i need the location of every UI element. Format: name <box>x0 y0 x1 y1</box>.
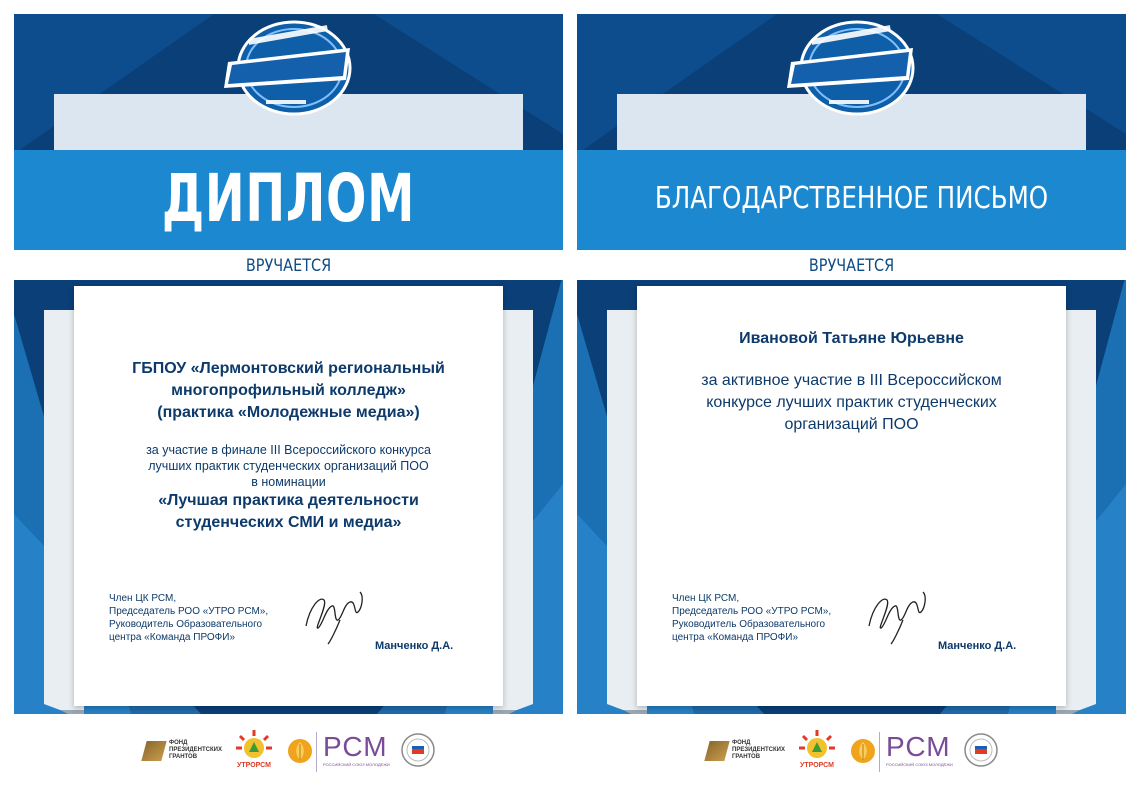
rsm-logo <box>879 732 976 772</box>
certificate-body <box>657 328 1046 436</box>
komanda-profi-logo-icon <box>218 18 359 118</box>
recipient-line: (практика «Молодежные медиа») <box>157 404 420 421</box>
recipient-line: Ивановой Татьяне Юрьевне <box>739 330 964 347</box>
utro-rsm-logo <box>234 728 274 774</box>
sed-seal-icon <box>400 732 436 768</box>
reason-line: за участие в финале III Всероссийского конкурса <box>146 443 431 457</box>
reason-text <box>94 442 483 490</box>
signer-line: Руководитель Образовательного <box>109 619 263 630</box>
utro-rsm-icon <box>797 728 837 762</box>
signature-icon <box>300 586 370 646</box>
fond-text: ПРЕЗИДЕНТСКИХ <box>732 747 785 753</box>
utro-rsm-logo <box>797 728 837 774</box>
fond-text: ФОНД <box>169 740 188 746</box>
sponsor-logos <box>14 724 563 784</box>
diploma-certificate <box>14 14 563 792</box>
rsm-icon: РСМ <box>886 731 951 762</box>
reason-line: конкурсе лучших практик студенческих <box>706 394 997 411</box>
signer-line: Председатель РОО «УТРО РСМ», <box>109 606 269 617</box>
rsm-small-text: РОССИЙСКИЙ СОЮЗ МОЛОДЁЖИ <box>323 762 390 767</box>
signer-line: Член ЦК РСМ, <box>672 593 740 604</box>
nomination-line: студенческих СМИ и медиа» <box>175 514 402 531</box>
fond-grants-logo <box>144 740 222 761</box>
fond-text: ПРЕЗИДЕНТСКИХ <box>169 747 222 753</box>
reason-line: в номинации <box>251 475 326 489</box>
certificate-paper <box>637 286 1066 706</box>
certificate-subtitle: ВРУЧАЕТСЯ <box>808 256 895 276</box>
certificate-body <box>94 358 483 534</box>
fond-grants-icon <box>141 741 166 761</box>
signer-name: Манченко Д.А. <box>938 640 1017 652</box>
signer-line: центра «Команда ПРОФИ» <box>672 632 799 643</box>
reason-line: организаций ПОО <box>784 416 919 433</box>
rsm-icon: РСМ <box>323 731 388 762</box>
rsm-logo <box>316 732 413 772</box>
certificate-paper <box>74 286 503 706</box>
signature-icon <box>863 586 933 646</box>
signer-name: Манченко Д.А. <box>375 640 454 652</box>
certificate-title: ДИПЛОМ <box>161 159 416 237</box>
reason-line: за активное участие в III Всероссийском <box>701 372 1002 389</box>
signer-position <box>109 592 268 644</box>
signer-line: Председатель РОО «УТРО РСМ», <box>672 606 832 617</box>
utro-rsm-icon <box>234 728 274 762</box>
utro-label: УТРОРСМ <box>800 762 834 769</box>
signer-line: Руководитель Образовательного <box>672 619 826 630</box>
fond-grants-icon <box>704 741 729 761</box>
utro-label: УТРОРСМ <box>237 762 271 769</box>
signer-line: центра «Команда ПРОФИ» <box>109 632 236 643</box>
reason-text <box>657 370 1046 436</box>
reason-line: лучших практик студенческих организаций ПОО <box>148 459 429 473</box>
recipient-line: многопрофильный колледж» <box>171 382 406 399</box>
fond-text: ГРАНТОВ <box>169 754 198 760</box>
sponsor-logos <box>577 724 1126 784</box>
sed-seal-icon <box>963 732 999 768</box>
recipient-line: ГБПОУ «Лермонтовский региональный <box>132 360 445 377</box>
signer-position <box>672 592 831 644</box>
fond-grants-logo <box>707 740 785 761</box>
fond-text: ФОНД <box>732 740 751 746</box>
nomination-line: «Лучшая практика деятельности <box>158 492 419 509</box>
leaf-icon <box>287 738 313 764</box>
fond-text: ГРАНТОВ <box>732 754 761 760</box>
thank-you-letter <box>577 14 1126 792</box>
signer-line: Член ЦК РСМ, <box>109 593 177 604</box>
komanda-profi-logo-icon <box>781 18 922 118</box>
rsm-small-text: РОССИЙСКИЙ СОЮЗ МОЛОДЁЖИ <box>886 762 953 767</box>
leaf-icon <box>850 738 876 764</box>
certificate-title: БЛАГОДАРСТВЕННОЕ ПИСЬМО <box>654 180 1049 216</box>
certificate-subtitle: ВРУЧАЕТСЯ <box>245 256 332 276</box>
